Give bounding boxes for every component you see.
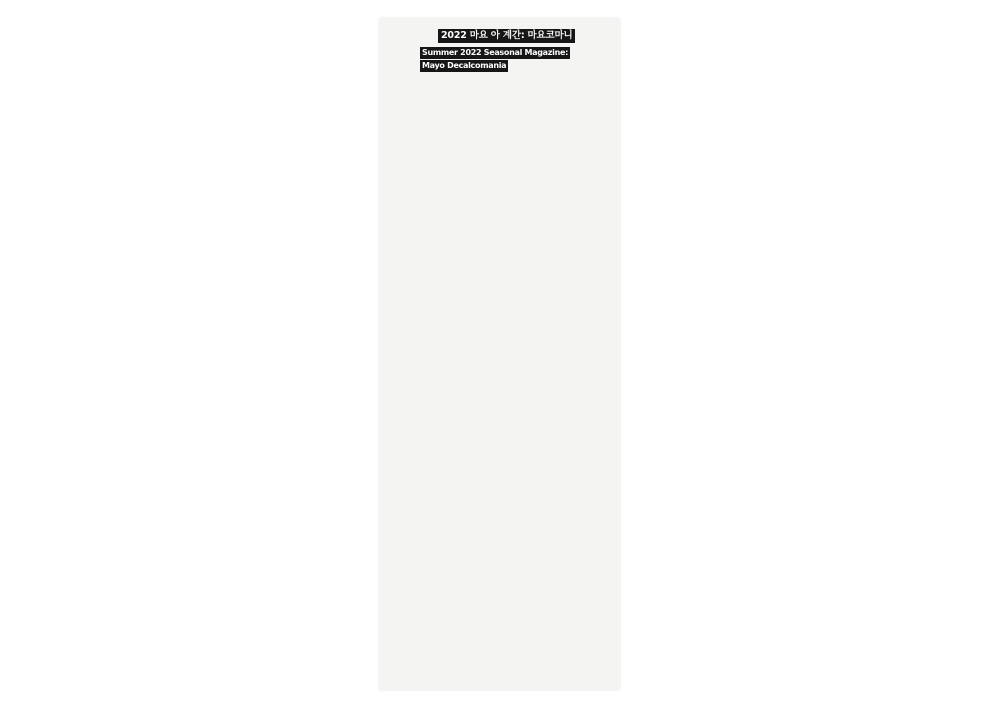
- title-english-line-2: Mayo Decalcomania: [422, 61, 507, 70]
- magazine-page: [379, 18, 620, 690]
- page-title-korean: 2022 마요 아 계간: 마요코마니: [438, 29, 575, 43]
- title-english-line-1: Summer 2022 Seasonal Magazine:: [422, 48, 569, 57]
- page-title-english: [420, 47, 569, 73]
